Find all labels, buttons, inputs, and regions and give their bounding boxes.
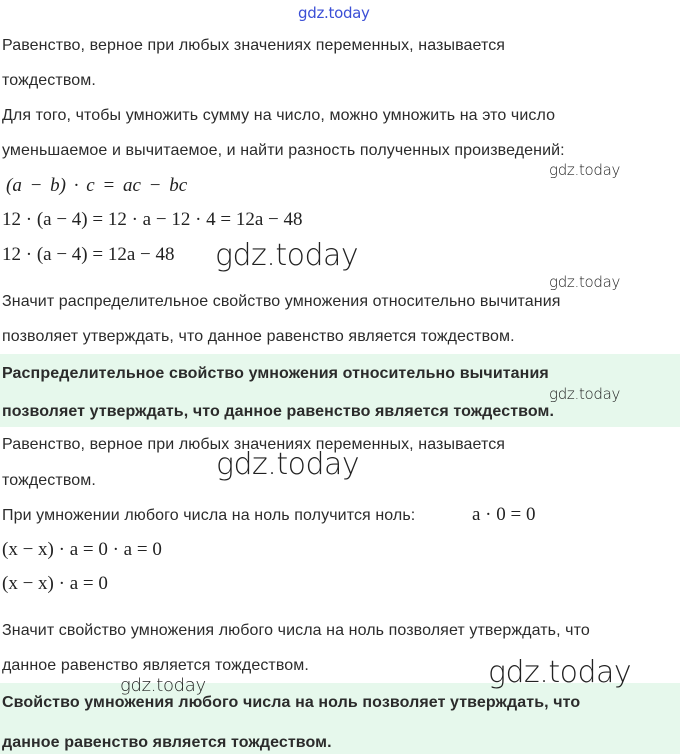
rule-text: При умножении любого числа на ноль получится ноль: [2, 507, 416, 524]
conclusion-line-2: данное равенство является тождеством. [2, 657, 309, 674]
formula-general: (a − b) · c = ac − bc [6, 175, 188, 196]
watermark: gdz.today [215, 238, 359, 273]
definition-line-2: тождеством. [2, 72, 96, 89]
watermark: gdz.today [120, 675, 206, 696]
watermark: gdz.today [216, 447, 360, 482]
answer-line-1: Распределительное свойство умножения относительно вычитания [2, 365, 549, 382]
rule-line-1: Для того, чтобы умножить сумму на число, можно умножить на это число [2, 107, 556, 124]
rule-formula: a · 0 = 0 [472, 504, 536, 525]
rule-line-2: уменьшаемое и вычитаемое, и найти разность полученных произведений: [2, 142, 565, 159]
answer-line-1: Свойство умножения любого числа на ноль позволяет утверждать, что [2, 694, 581, 711]
answer-line-2: данное равенство является тождеством. [2, 734, 332, 751]
definition-line-1: Равенство, верное при любых значениях переменных, называется [2, 37, 506, 54]
watermark: gdz.today [549, 385, 621, 403]
definition-line-1: Равенство, верное при любых значениях переменных, называется [2, 436, 506, 453]
definition-line-2: тождеством. [2, 472, 96, 489]
formula-expand: 12 · (a − 4) = 12 · a − 12 · 4 = 12a − 48 [2, 209, 303, 230]
watermark: gdz.today [549, 161, 621, 179]
watermark: gdz.today [549, 273, 621, 291]
formula-result: (x − x) · a = 0 [2, 573, 108, 594]
formula-result: 12 · (a − 4) = 12a − 48 [2, 244, 175, 265]
site-name-header: gdz.today [298, 4, 370, 22]
answer-line-2: позволяет утверждать, что данное равенство является тождеством. [2, 403, 555, 420]
conclusion-line-2: позволяет утверждать, что данное равенство является тождеством. [2, 328, 515, 345]
formula-expand: (x − x) · a = 0 · a = 0 [2, 539, 162, 560]
watermark: gdz.today [488, 655, 632, 690]
conclusion-line-1: Значит распределительное свойство умножения относительно вычитания [2, 293, 561, 310]
conclusion-line-1: Значит свойство умножения любого числа на ноль позволяет утверждать, что [2, 622, 590, 639]
